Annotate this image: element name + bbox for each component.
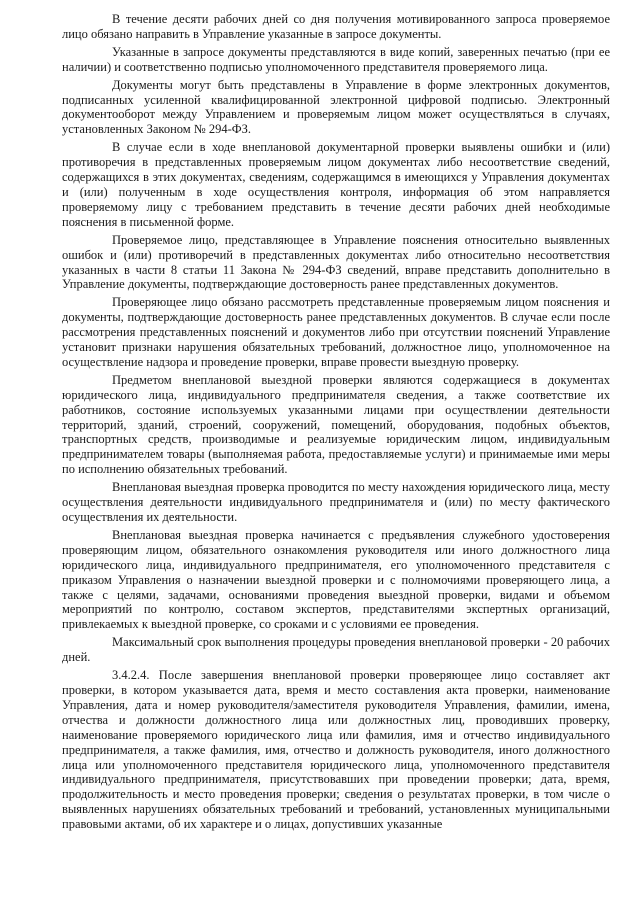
paragraph-9: Внеплановая выездная проверка начинается с предъявления служебного удостоверения проверяющим лицом, обязательного ознакомления руководителя или иного должностного лица юридического лица, индивидуального предпринимателя, его уполномоченного представителя с приказом Управления о назначении выездной проверки и с полномочиями проверяющего лица, а также с целями, задачами, основаниями проведения выездной проверки, видами и объемом мероприятий по контролю, составом экспертов, представителями экспертных организаций, привлекаемых к выездной проверке, со сроками и с условиями ее проведения. [62,527,610,632]
paragraph-10: Максимальный срок выполнения процедуры проведения внеплановой проверки - 20 рабочих дней. [62,635,610,665]
paragraph-8: Внеплановая выездная проверка проводится по месту нахождения юридического лица, месту осуществления деятельности индивидуального предпринимателя и (или) по месту фактического осуществления их деятельности. [62,480,610,524]
paragraph-5: Проверяемое лицо, представляющее в Управление пояснения относительно выявленных ошибок и (или) противоречий в представленных документах либо относительно несоответствия указанных в части 8 статьи 11 Закона № 294-ФЗ сведений, вправе представить дополнительно в Управление документы, подтверждающие достоверность ранее представленных документов. [62,232,610,292]
paragraph-3: Документы могут быть представлены в Управление в форме электронных документов, подписанных усиленной квалифицированной электронной цифровой подписью. Электронный документооборот между Управлением и проверяемым лицом может осуществляться в случаях, установленных Законом № 294-ФЗ. [62,77,610,137]
paragraph-1: В течение десяти рабочих дней со дня получения мотивированного запроса проверяемое лицо обязано направить в Управление указанные в запросе документы. [62,12,610,41]
document-body [62,12,610,835]
paragraph-2: Указанные в запросе документы представляются в виде копий, заверенных печатью (при ее наличии) и соответственно подписью уполномоченного представителя проверяемого лица. [62,44,610,74]
paragraph-4: В случае если в ходе внеплановой документарной проверки выявлены ошибки и (или) противоречия в представленных проверяемым лицом документах либо несоответствие сведений, содержащихся в этих документах, сведениям, содержащимся в имеющихся у Управления документах и (или) полученным в ходе осуществления контроля, информация об этом направляется проверяемому лицу с требованием представить в течение десяти рабочих дней необходимые пояснения в письменной форме. [62,140,610,229]
paragraph-11: 3.4.2.4. После завершения внеплановой проверки проверяющее лицо составляет акт проверки, в котором указывается дата, время и место составления акта проверки, наименование Управления, дата и номер руководителя/заместителя руководителя Управления, фамилии, имена, отчества и должности должностного лица или должностных лиц, проводивших проверку, наименование проверяемого юридического лица или фамилия, имя и отчество индивидуального предпринимателя, а также фамилия, имя, отчество и должность руководителя, иного должностного лица или уполномоченного представителя юридического лица, уполномоченного представителя индивидуального предпринимателя, присутствовавших при проведении проверки; дата, время, продолжительность и место проведения проверки; сведения о результатах проверки, в том числе о выявленных нарушениях обязательных требований и требований, установленных муниципальными правовыми актами, об их характере и о лицах, допустивших указанные [62,668,610,832]
paragraph-6: Проверяющее лицо обязано рассмотреть представленные проверяемым лицом пояснения и документы, подтверждающие достоверность ранее представленных документов. В случае если после рассмотрения представленных пояснений и документов либо при отсутствии пояснений Управление установит признаки нарушения обязательных требований, должностное лицо, уполномоченное на осуществление надзора и проведение проверки, вправе провести выездную проверку. [62,295,610,369]
paragraph-7: Предметом внеплановой выездной проверки являются содержащиеся в документах юридического лица, индивидуального предпринимателя сведения, а также соответствие их работников, состояние используемых указанными лицами при осуществлении деятельности территорий, зданий, строений, сооружений, помещений, оборудования, подобных объектов, транспортных средств, производимые и реализуемые юридическим лицом, индивидуальным предпринимателем товары (выполняемая работа, предоставляемые услуги) и принимаемые ими меры по исполнению обязательных требований. [62,372,610,477]
